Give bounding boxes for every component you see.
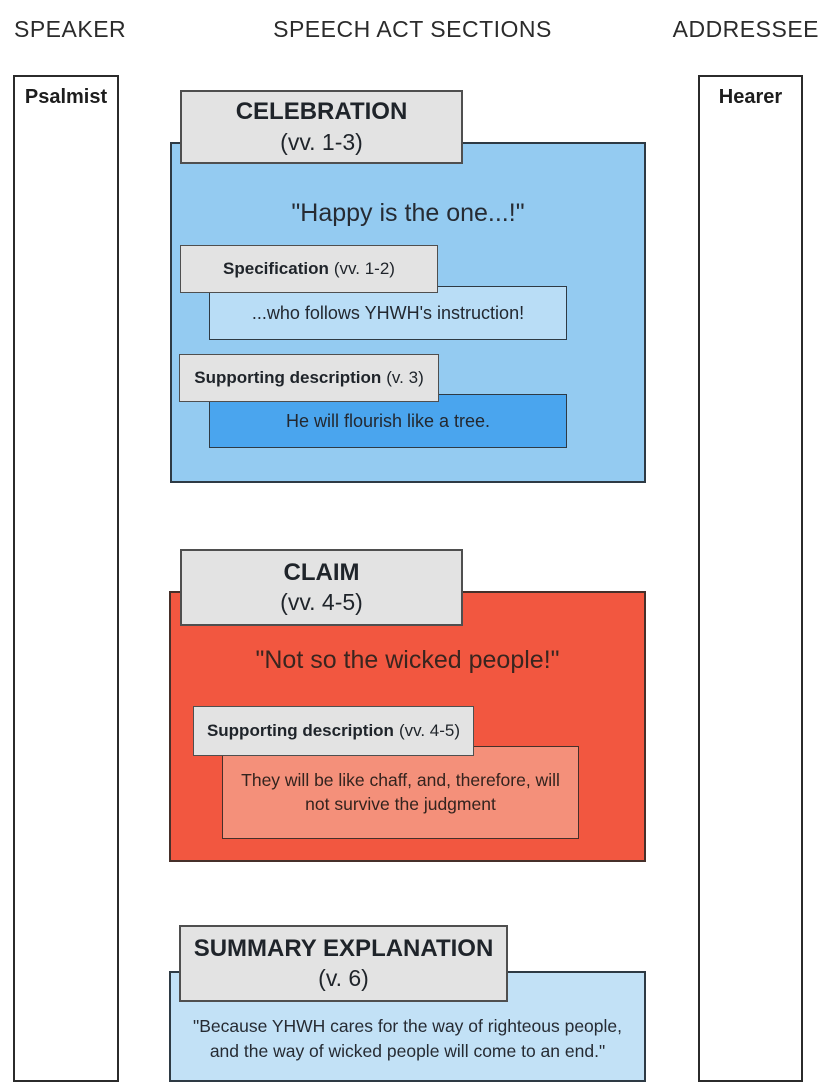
specification-text-box bbox=[209, 286, 567, 340]
celebration-header-box bbox=[180, 90, 463, 164]
summary-header-box bbox=[179, 925, 508, 1002]
claim-title: CLAIM bbox=[283, 558, 360, 586]
specification-label-box bbox=[180, 245, 438, 293]
addressee-column-header: ADDRESSEE bbox=[672, 16, 819, 42]
specification-verses: (vv. 1-2) bbox=[333, 259, 395, 278]
celebration-supporting-label-box bbox=[179, 354, 439, 402]
celebration-supporting-text: He will flourish like a tree. bbox=[285, 410, 491, 431]
claim-supporting-text-box bbox=[222, 746, 579, 839]
claim-header-box bbox=[180, 549, 463, 626]
specification-label: Specification bbox=[223, 259, 329, 278]
celebration-supporting-text-box bbox=[209, 394, 567, 448]
celebration-supporting-label: Supporting description bbox=[194, 368, 382, 387]
addressee-box bbox=[698, 75, 803, 1082]
speaker-box bbox=[13, 75, 119, 1082]
celebration-supporting-verses: (v. 3) bbox=[386, 368, 424, 387]
speaker-label: Psalmist bbox=[24, 86, 108, 108]
celebration-title: CELEBRATION bbox=[235, 98, 408, 126]
claim-supporting-label-box bbox=[193, 706, 474, 756]
celebration-quote: "Happy is the one...!" bbox=[291, 199, 525, 227]
sections-column-header: SPEECH ACT SECTIONS bbox=[273, 16, 552, 42]
claim-verses: (vv. 4-5) bbox=[280, 589, 363, 616]
celebration-verses: (vv. 1-3) bbox=[280, 128, 363, 155]
summary-title: SUMMARY EXPLANATION bbox=[193, 934, 494, 962]
summary-quote: "Because YHWH cares for the way of righteous people, and the way of wicked people will come to an end." bbox=[192, 1016, 623, 1061]
addressee-label: Hearer bbox=[718, 86, 783, 108]
summary-verses: (v. 6) bbox=[318, 965, 369, 992]
claim-supporting-label: Supporting description bbox=[206, 721, 394, 740]
specification-text: ...who follows YHWH's instruction! bbox=[251, 302, 525, 323]
claim-supporting-text: They will be like chaff, and, therefore, will not survive the judgment bbox=[241, 769, 560, 814]
claim-quote: "Not so the wicked people!" bbox=[255, 646, 560, 674]
speaker-column-header: SPEAKER bbox=[14, 16, 127, 42]
claim-supporting-verses: (vv. 4-5) bbox=[398, 721, 461, 740]
